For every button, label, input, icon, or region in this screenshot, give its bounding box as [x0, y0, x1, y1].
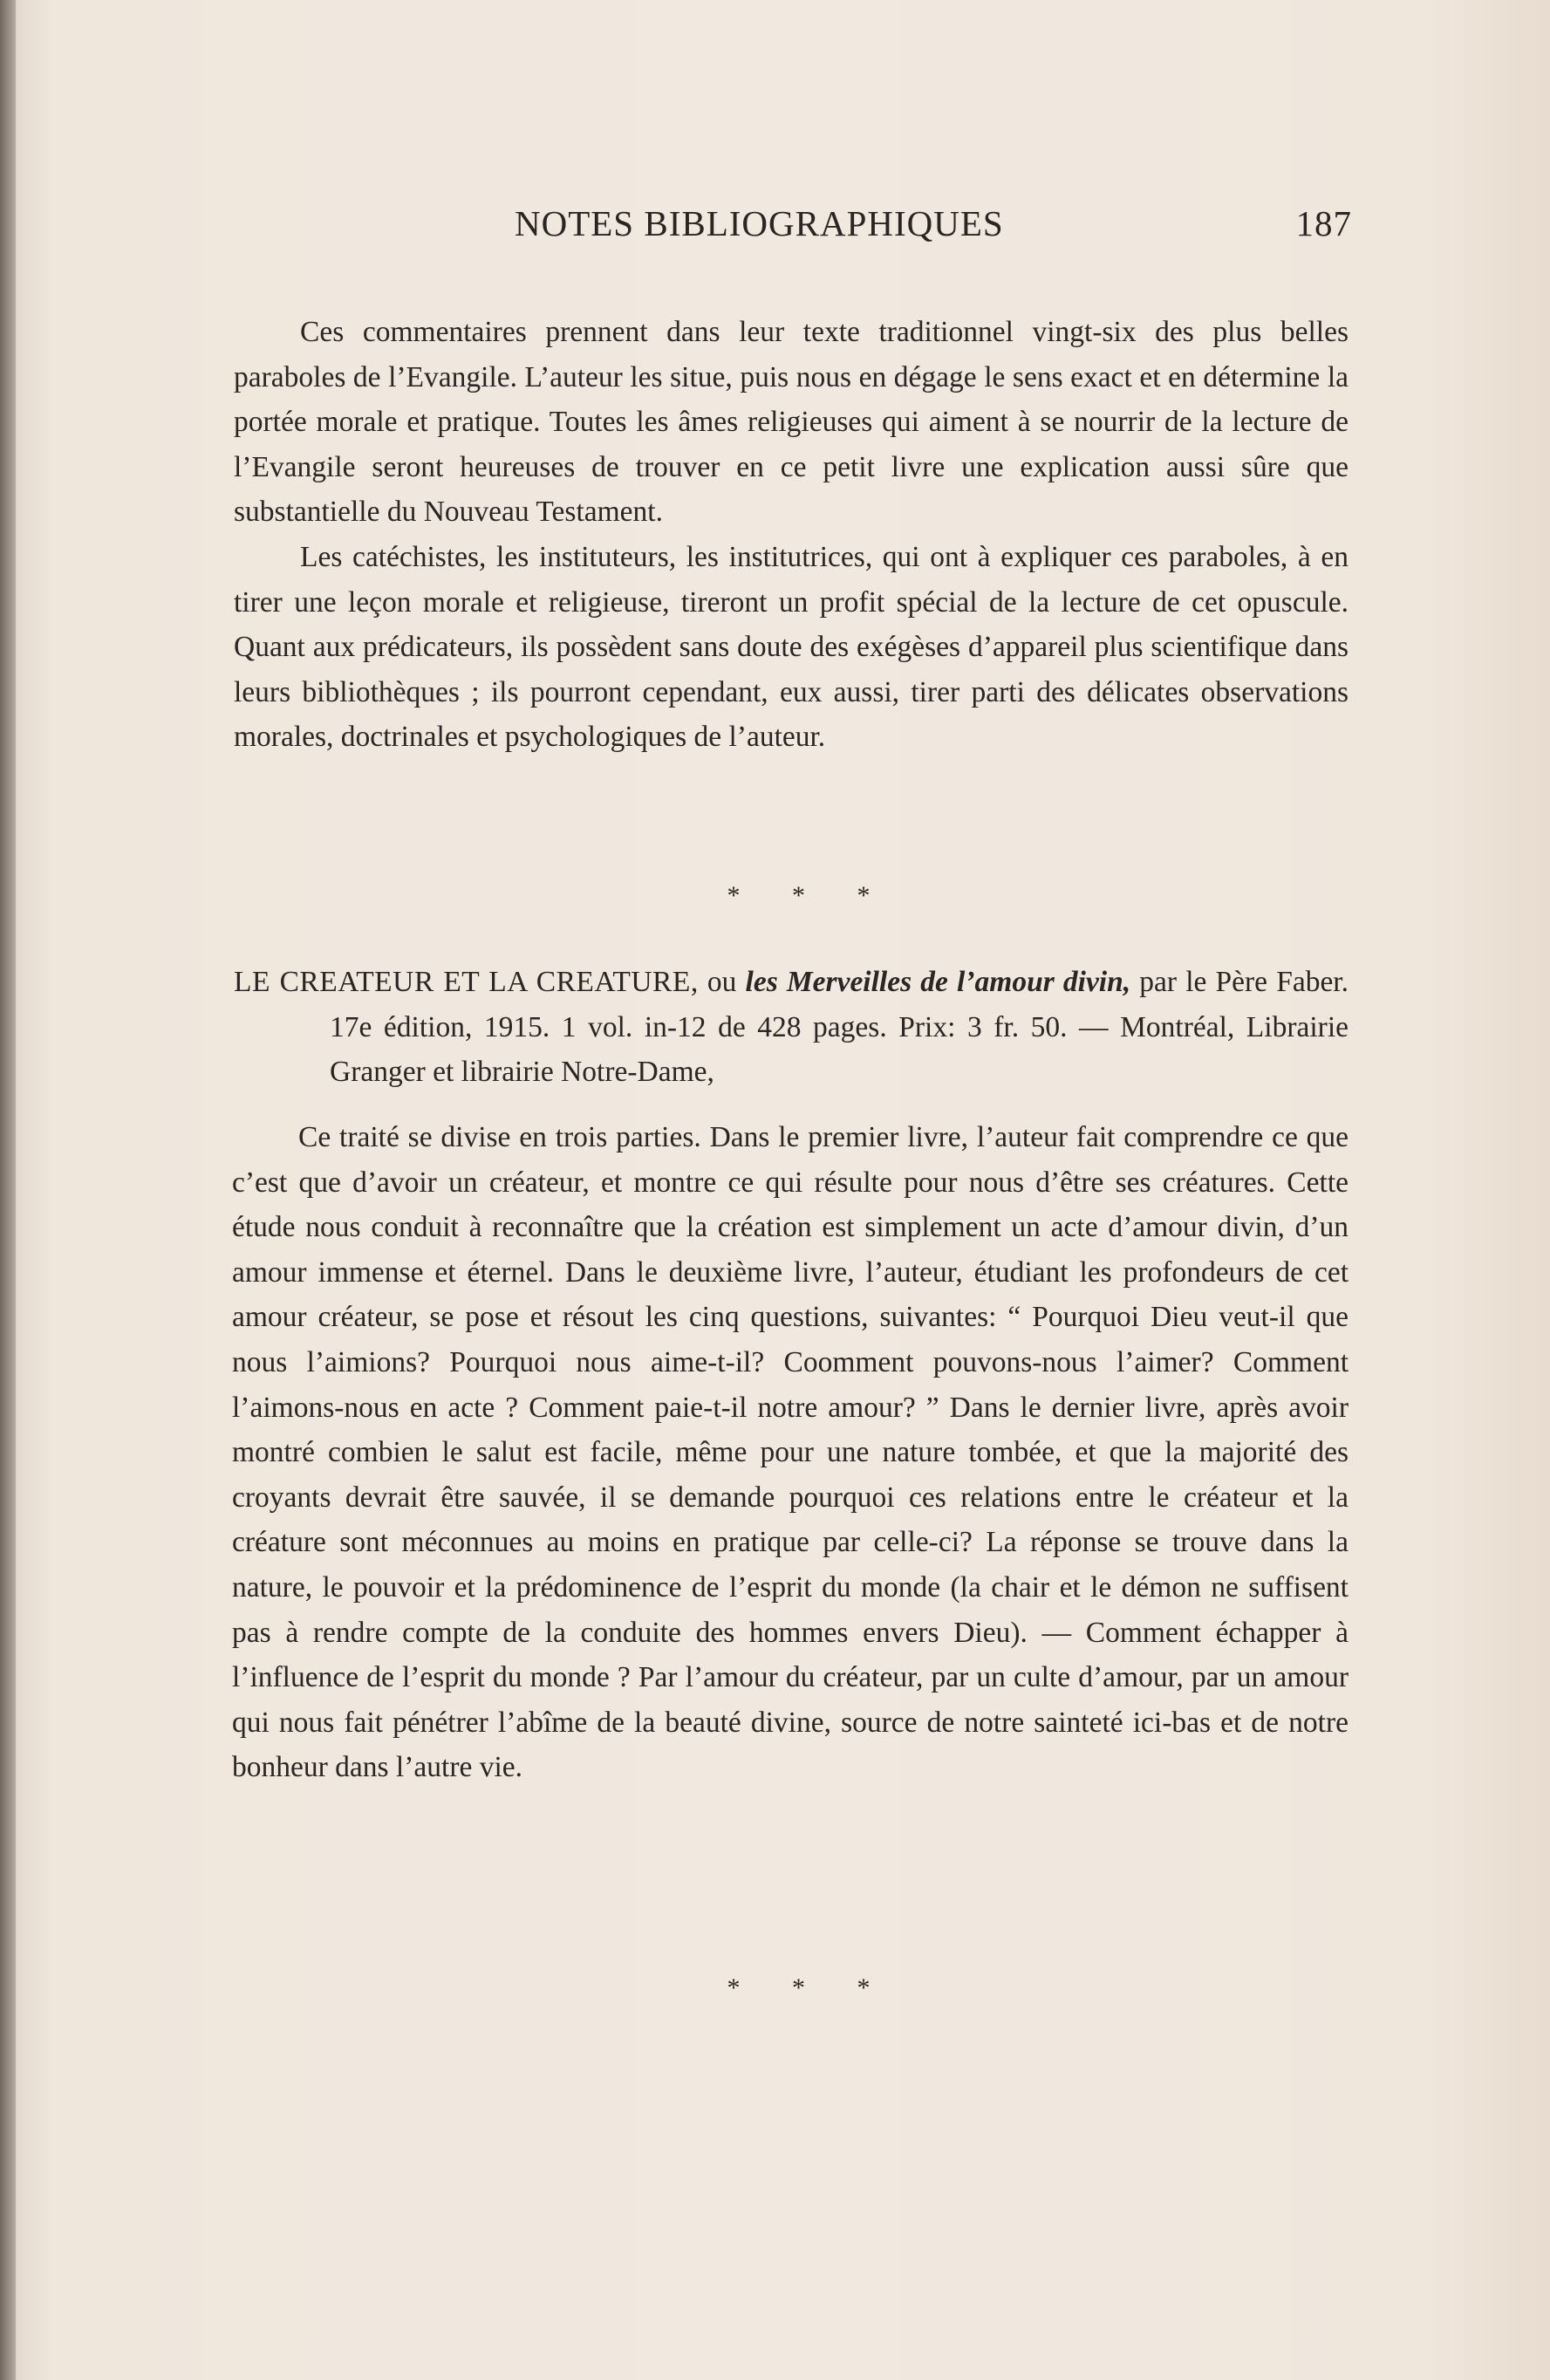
section-separator: * * * — [727, 1973, 893, 2002]
running-title: NOTES BIBLIOGRAPHIQUES — [515, 203, 1004, 243]
page-number: 187 — [1295, 203, 1352, 243]
book-title: LE CREATEUR ET LA CREATURE, — [234, 966, 699, 998]
running-head — [515, 202, 1352, 246]
book-details: par le Père Faber. 17e édition, 1915. 1 vol. in-12 de 428 pages. Prix: 3 fr. 50. — Montréal, Librairie Granger et librairie Notre-Dame, — [330, 966, 1349, 1089]
paragraph: Ce traité se divise en trois parties. Dans le premier livre, l’auteur fait comprendre ce que c’est que d’avoir un créateur, et montre ce qui résulte pour nous d’être ses créatures. Cette étude nous conduit à reconnaître que la création est simplement un acte d’amour divin, d’un amour immense et éternel. Dans le deuxième livre, l’auteur, étudiant les profondeurs de cet amour créateur, se pose et résout les cinq questions, suivantes: “ Pourquoi Dieu veut-il que nous l’aimions? Pourquoi nous aime-t-il? Coomment pouvons-nous l’aimer? Comment l’aimons-nous en acte ? Comment paie-t-il notre amour? ” Dans le dernier livre, après avoir montré combien le salut est facile, même pour une nature tombée, et que la majorité des croyants devrait être sauvée, il se demande pourquoi ces relations entre le créateur et la créature sont méconnues au moins en pratique par celle-ci? La réponse se trouve dans la nature, le pouvoir et la prédominence de l’esprit du monde (la chair et le démon ne suffisent pas à rendre compte de la conduite des hommes envers Dieu). — Comment échapper à l’influence de l’esprit du monde ? Par l’amour du créateur, par un culte d’amour, par un amour qui nous fait pénétrer l’abîme de la beauté divine, source de notre sainteté ici-bas et de notre bonheur dans l’autre vie. — [232, 1121, 1349, 1784]
book-entry — [234, 960, 1349, 1095]
page-binding-edge — [0, 0, 16, 2380]
book-subtitle: les Merveilles de l’amour divin, — [745, 966, 1131, 998]
book-review — [232, 1115, 1349, 1790]
book-title-connector: ou — [698, 966, 746, 998]
review-continuation — [234, 310, 1349, 760]
section-separator: * * * — [727, 881, 893, 910]
paragraph: Ces commentaires prennent dans leur texte traditionnel vingt-six des plus belles paraboles de l’Evangile. L’auteur les situe, puis nous en dégage le sens exact et en détermine la portée morale et pratique. Toutes les âmes religieuses qui aiment à se nourrir de la lecture de l’Evangile seront heureuses de trouver en ce petit livre une explication aussi sûre que substantielle du Nouveau Testament. — [234, 316, 1349, 529]
paragraph: Les catéchistes, les instituteurs, les institutrices, qui ont à expliquer ces paraboles, à en tirer une leçon morale et religieuse, tireront un profit spécial de la lecture de cet opuscule. Quant aux prédicateurs, ils possèdent sans doute des exégèses d’appareil plus scientifique dans leurs bibliothèques ; ils pourront cependant, eux aussi, tirer parti des délicates observations morales, doctrinales et psychologiques de l’auteur. — [234, 540, 1349, 754]
